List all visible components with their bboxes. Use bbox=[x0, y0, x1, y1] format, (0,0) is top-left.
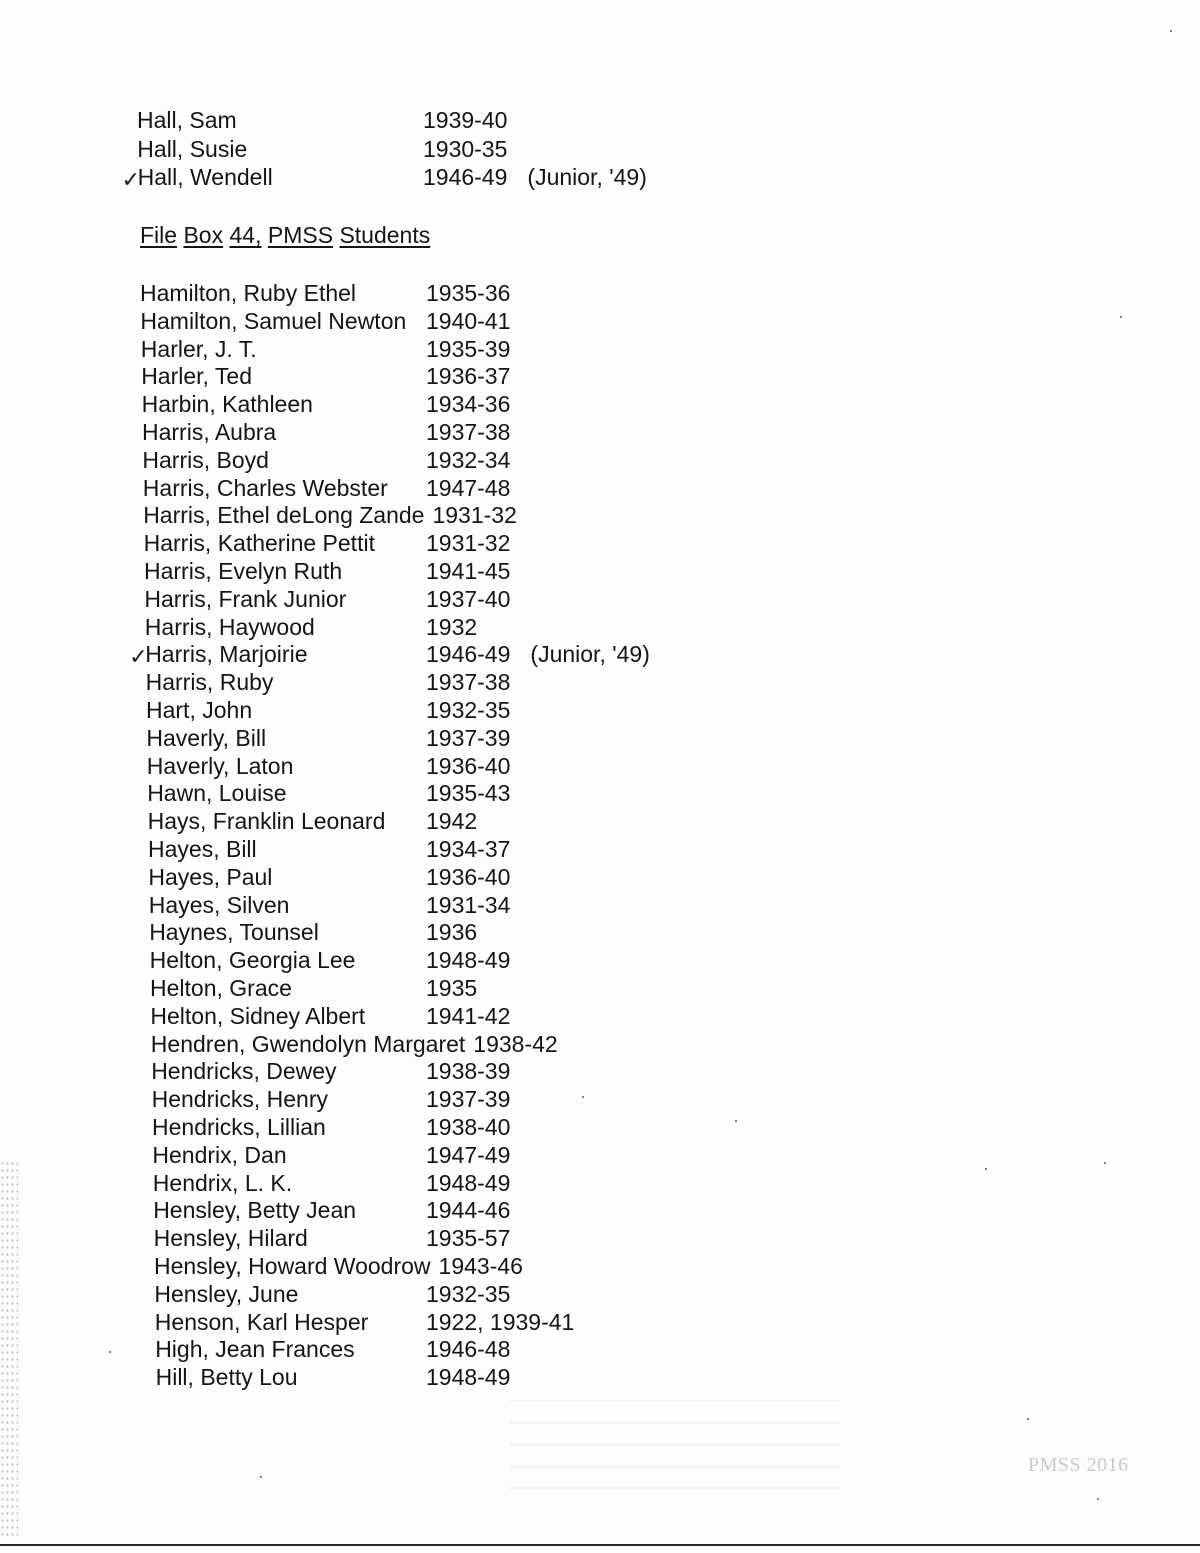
years-attended: 1943-46 bbox=[438, 1253, 523, 1279]
student-name: Hays, Franklin Leonard bbox=[147, 808, 386, 835]
scan-speck bbox=[1120, 316, 1122, 318]
years-attended: 1941-42 bbox=[425, 1002, 511, 1029]
student-name: Hensley, June bbox=[154, 1280, 299, 1307]
class-note: (Junior, '49) bbox=[530, 641, 650, 668]
student-name: Harris, Aubra bbox=[142, 419, 277, 445]
years-attended: 1935-36 bbox=[426, 280, 511, 306]
student-name: Hamilton, Samuel Newton bbox=[140, 307, 407, 334]
years-attended: 1948-49 bbox=[425, 1364, 511, 1391]
years-attended: 1947-49 bbox=[425, 1141, 511, 1168]
scan-speck bbox=[735, 1120, 737, 1122]
section-heading bbox=[140, 221, 430, 249]
student-name: Haverly, Laton bbox=[146, 752, 294, 779]
scan-speck bbox=[1097, 1498, 1099, 1500]
student-name: Harris, Boyd bbox=[142, 446, 269, 473]
student-name: Harler, Ted bbox=[141, 363, 252, 390]
student-name: Henson, Karl Hesper bbox=[154, 1308, 369, 1335]
years-attended: 1937-39 bbox=[425, 724, 511, 751]
student-name: Harris, Haywood bbox=[144, 613, 315, 640]
bottom-rule bbox=[0, 1544, 1200, 1546]
student-name: Haynes, Tounsel bbox=[149, 919, 319, 946]
scan-speck bbox=[109, 1351, 111, 1353]
student-name: Harris, Katherine Pettit bbox=[143, 530, 375, 557]
student-name: Hill, Betty Lou bbox=[155, 1364, 298, 1391]
years-attended: 1930-35 bbox=[422, 135, 508, 162]
student-name: Hamilton, Ruby Ethel bbox=[140, 280, 357, 306]
student-name: Hendricks, Dewey bbox=[151, 1058, 337, 1085]
heading-word: PMSS bbox=[267, 222, 334, 248]
watermark: PMSS 2016 bbox=[1028, 1454, 1129, 1476]
student-name: Hall, Susie bbox=[137, 135, 248, 162]
student-name: Harler, J. T. bbox=[140, 335, 257, 362]
years-attended: 1935-57 bbox=[425, 1225, 511, 1252]
heading-word: Box bbox=[183, 222, 224, 248]
student-name: Hall, Wendell bbox=[137, 164, 273, 190]
scan-speck bbox=[1170, 30, 1172, 32]
student-name: Helton, Georgia Lee bbox=[149, 947, 356, 974]
scan-edge-noise bbox=[0, 1160, 18, 1540]
student-name: Harbin, Kathleen bbox=[141, 391, 313, 418]
years-attended: 1936-40 bbox=[425, 863, 511, 890]
student-name: Hayes, Silven bbox=[148, 891, 290, 918]
years-attended: 1946-49 bbox=[422, 164, 508, 190]
years-attended: 1946-48 bbox=[425, 1336, 511, 1363]
years-attended: 1940-41 bbox=[425, 307, 511, 334]
years-attended: 1941-45 bbox=[426, 558, 511, 584]
scan-speck bbox=[1104, 1162, 1106, 1164]
years-attended: 1935 bbox=[426, 975, 478, 1001]
years-attended: 1932-35 bbox=[426, 697, 511, 723]
years-attended: 1931-32 bbox=[425, 530, 511, 557]
student-name: Harris, Charles Webster bbox=[142, 474, 388, 501]
years-attended: 1936-37 bbox=[425, 363, 511, 390]
student-name: Hall, Sam bbox=[137, 107, 237, 133]
years-attended: 1931-32 bbox=[432, 502, 517, 529]
years-attended: 1939-40 bbox=[423, 107, 508, 133]
years-attended: 1937-38 bbox=[426, 419, 511, 445]
student-name: Harris, Ruby bbox=[145, 669, 274, 696]
years-attended: 1938-40 bbox=[426, 1114, 511, 1140]
student-name: Haverly, Bill bbox=[146, 724, 267, 751]
years-attended: 1948-49 bbox=[425, 1169, 511, 1196]
class-note: (Junior, '49) bbox=[527, 164, 647, 190]
years-attended: 1938-39 bbox=[425, 1058, 511, 1085]
years-attended: 1932 bbox=[425, 613, 478, 640]
years-attended: 1934-36 bbox=[425, 391, 511, 418]
student-name: Harris, Frank Junior bbox=[144, 585, 347, 612]
years-attended: 1931-34 bbox=[425, 891, 511, 918]
heading-word: 44, bbox=[229, 222, 262, 248]
student-name: Harris, Evelyn Ruth bbox=[144, 558, 343, 584]
heading-word: Students bbox=[339, 222, 431, 248]
scan-speck bbox=[582, 1096, 584, 1098]
student-name: Harris, Ethel deLong Zande bbox=[143, 502, 425, 529]
check-mark-icon: ✓ bbox=[129, 645, 148, 671]
years-attended: 1936 bbox=[425, 919, 478, 946]
scan-speck bbox=[260, 1476, 262, 1478]
years-attended: 1935-39 bbox=[425, 335, 511, 362]
years-attended: 1937-40 bbox=[425, 585, 511, 612]
years-attended: 1937-39 bbox=[425, 1086, 511, 1113]
years-attended: 1932-34 bbox=[425, 446, 511, 473]
student-name: Hensley, Hilard bbox=[153, 1225, 308, 1252]
student-name: Hendricks, Lillian bbox=[152, 1114, 326, 1140]
student-name: Hendrix, Dan bbox=[152, 1141, 287, 1168]
bleed-through-text bbox=[510, 1400, 840, 1490]
student-name: Hayes, Bill bbox=[148, 836, 257, 862]
years-attended: 1948-49 bbox=[425, 947, 511, 974]
student-name: Hendricks, Henry bbox=[151, 1086, 328, 1113]
years-attended: 1937-38 bbox=[425, 669, 511, 696]
student-name: Hawn, Louise bbox=[147, 780, 287, 807]
heading-word: File bbox=[140, 222, 178, 248]
student-name: High, Jean Frances bbox=[155, 1336, 355, 1363]
student-name: Hendren, Gwendolyn Margaret bbox=[150, 1030, 466, 1057]
years-attended: 1946-49 bbox=[425, 641, 511, 668]
years-attended: 1944-46 bbox=[425, 1197, 511, 1224]
years-attended: 1934-37 bbox=[426, 836, 511, 862]
scan-speck bbox=[985, 1168, 987, 1170]
years-attended: 1922, 1939-41 bbox=[425, 1308, 575, 1335]
years-attended: 1935-43 bbox=[425, 780, 511, 807]
check-mark-icon: ✓ bbox=[121, 168, 141, 193]
student-name: Hayes, Paul bbox=[148, 863, 273, 890]
years-attended: 1942 bbox=[425, 808, 478, 835]
student-name: Hensley, Betty Jean bbox=[153, 1197, 357, 1224]
years-attended: 1932-35 bbox=[425, 1280, 511, 1307]
student-name: Helton, Grace bbox=[150, 975, 292, 1001]
years-attended: 1947-48 bbox=[425, 474, 511, 501]
scan-speck bbox=[1027, 1418, 1029, 1420]
years-attended: 1936-40 bbox=[425, 752, 511, 779]
student-name: Hensley, Howard Woodrow bbox=[154, 1253, 431, 1279]
student-name: Hendrix, L. K. bbox=[152, 1169, 293, 1196]
years-attended: 1938-42 bbox=[473, 1030, 558, 1057]
student-name: Harris, Marjoirie bbox=[145, 641, 308, 668]
student-name: Helton, Sidney Albert bbox=[150, 1002, 366, 1029]
student-name: Hart, John bbox=[146, 697, 253, 723]
